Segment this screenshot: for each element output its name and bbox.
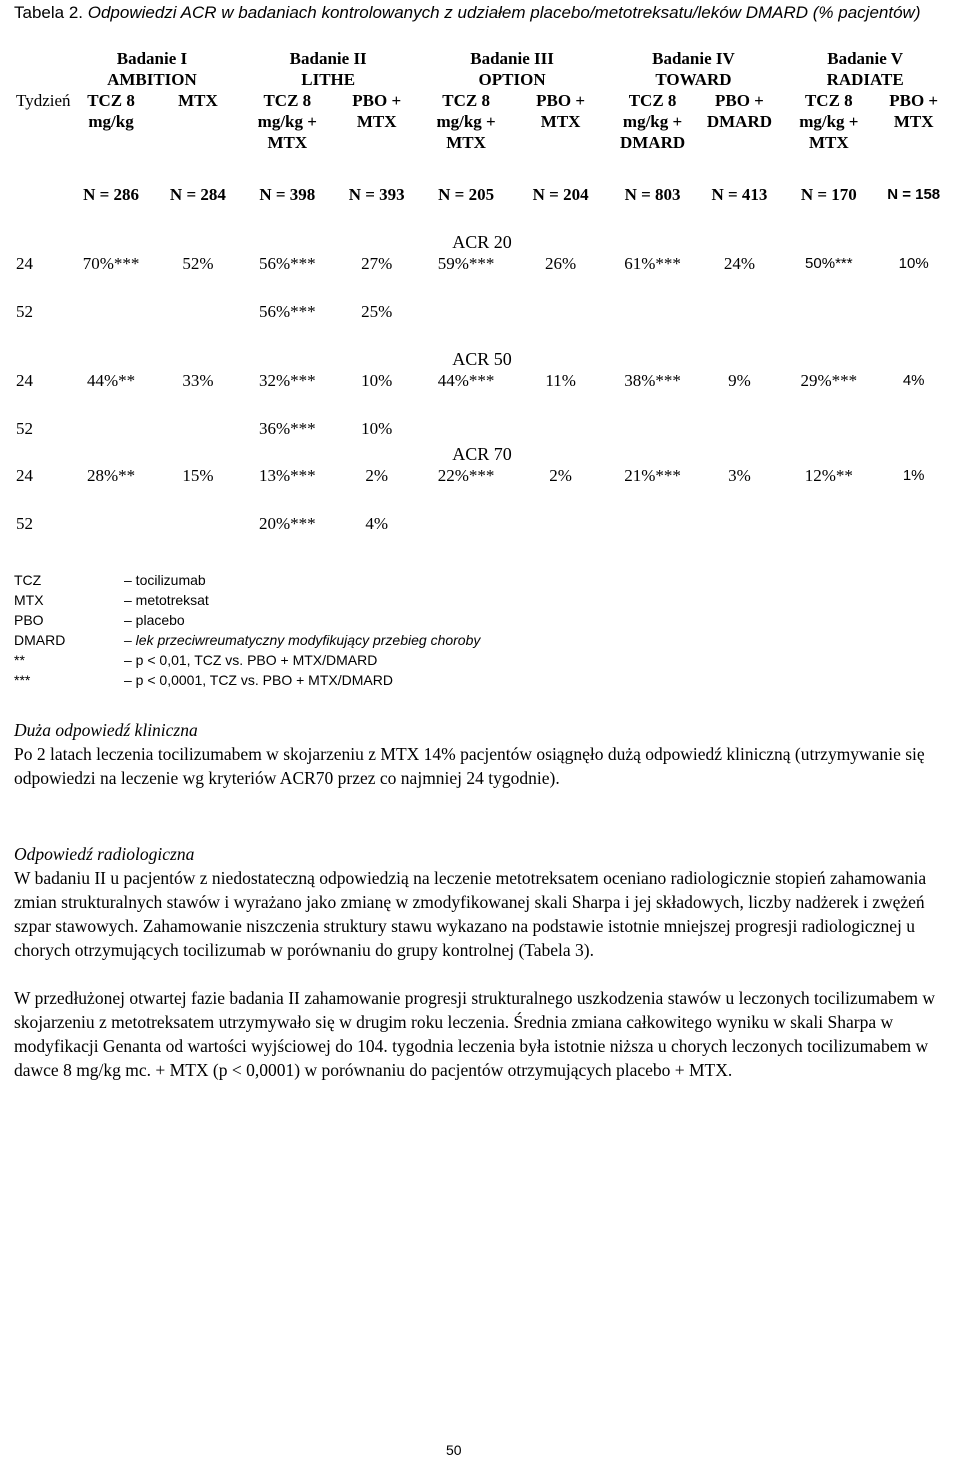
value-cell: 25% — [361, 302, 393, 321]
value-cell — [699, 301, 781, 349]
section-label: ACR 50 — [452, 349, 512, 369]
arm-header: TCZ 8 mg/kg + DMARD — [619, 91, 686, 152]
paragraph: Po 2 latach leczenia tocilizumabem w skojarzeniu z MTX 14% pacjentów osiągnęło dużą odpowiedź kliniczną (utrzymywanie się odpowiedzi na leczenie wg kryteriów ACR70 przez co najmniej 24 tygodnie). — [14, 744, 925, 788]
value-cell: 29%*** — [800, 371, 858, 390]
value-cell — [607, 418, 699, 444]
section-label-row — [14, 444, 950, 465]
radiological-response-section — [14, 842, 944, 1082]
value-cell: 2% — [365, 466, 389, 485]
value-cell: 21%*** — [624, 466, 681, 485]
value-cell — [418, 301, 515, 349]
value-cell — [780, 418, 877, 444]
value-cell: 22%*** — [437, 466, 495, 485]
value-cell — [65, 513, 157, 539]
legend-item: PBO – placebo — [14, 612, 185, 628]
value-cell: 15% — [182, 466, 214, 485]
legend-item: *** – p < 0,0001, TCZ vs. PBO + MTX/DMARD — [14, 672, 393, 688]
value-cell — [515, 301, 607, 349]
value-cell: 10% — [361, 419, 393, 438]
clinical-response-section — [14, 718, 944, 790]
value-cell — [65, 418, 157, 444]
arm-header: PBO + MTX — [536, 91, 586, 131]
value-cell: 3% — [728, 466, 751, 485]
value-cell — [418, 418, 515, 444]
n-cell: N = 170 — [800, 185, 857, 204]
study-header: Badanie IV TOWARD — [652, 49, 735, 89]
value-cell — [607, 513, 699, 539]
n-cell: N = 286 — [83, 185, 140, 204]
table-row — [14, 253, 950, 301]
week-cell: 24 — [16, 466, 33, 485]
section-label-row — [14, 232, 950, 253]
legend-item: MTX – metotreksat — [14, 592, 209, 608]
table-caption — [14, 2, 934, 24]
section-label: ACR 70 — [452, 444, 512, 464]
value-cell: 56%*** — [258, 302, 316, 321]
arm-header-row — [14, 90, 950, 184]
value-cell — [699, 513, 781, 539]
value-cell: 9% — [728, 371, 751, 390]
value-cell — [418, 513, 515, 539]
arm-header: MTX — [178, 91, 218, 110]
arm-header: TCZ 8 mg/kg — [87, 91, 135, 131]
value-cell: 2% — [549, 466, 572, 485]
value-cell: 38%*** — [624, 371, 681, 390]
value-cell: 12%** — [804, 466, 853, 485]
value-cell — [515, 418, 607, 444]
value-cell — [699, 418, 781, 444]
week-cell: 52 — [16, 302, 33, 321]
n-cell: N = 803 — [624, 185, 681, 204]
value-cell — [157, 301, 239, 349]
week-header: Tydzień — [16, 91, 71, 110]
value-cell: 32%*** — [258, 371, 316, 390]
n-row — [14, 184, 950, 232]
value-cell — [157, 418, 239, 444]
value-cell: 56%*** — [258, 254, 316, 273]
paragraph: W badaniu II u pacjentów z niedostateczną odpowiedzią na leczenie metotreksatem oceniano radiologicznie stopień zahamowania zmian strukturalnych stawów i wyrażano jako zmianę w zmodyfikowanej skali Sharpa i jej składowych, liczby nadżerek i zwężeń szpar stawowych. Zahamowanie niszczenia struktury stawu wykazano na podstawie istotnie mniejszej progresji radiologicznej u chorych otrzymujących tocilizumab w porównaniu do grupy kontrolnej (Tabela 3). — [14, 868, 927, 960]
value-cell: 50%*** — [805, 255, 853, 272]
table-label: Tabela 2. — [14, 3, 83, 22]
value-cell — [607, 301, 699, 349]
value-cell — [877, 513, 950, 539]
table-row — [14, 418, 950, 444]
table-row — [14, 465, 950, 513]
section-heading: Duża odpowiedź kliniczna — [14, 720, 198, 740]
value-cell: 33% — [182, 371, 214, 390]
section-label: ACR 20 — [452, 232, 512, 252]
n-cell: N = 393 — [348, 185, 405, 204]
value-cell: 59%*** — [437, 254, 495, 273]
study-header: Badanie II LITHE — [289, 49, 367, 89]
value-cell: 4% — [365, 514, 389, 533]
study-header: Badanie I AMBITION — [107, 49, 197, 89]
value-cell: 10% — [898, 255, 929, 272]
n-cell: N = 204 — [532, 185, 589, 204]
study-header-row — [14, 48, 950, 90]
value-cell: 20%*** — [258, 514, 316, 533]
n-cell: N = 413 — [711, 185, 768, 204]
value-cell: 13%*** — [258, 466, 316, 485]
week-cell: 24 — [16, 371, 33, 390]
value-cell: 28%** — [86, 466, 136, 485]
acr-response-table — [14, 48, 950, 539]
arm-header: TCZ 8 mg/kg + MTX — [799, 91, 859, 152]
table-row — [14, 301, 950, 349]
value-cell: 36%*** — [258, 419, 316, 438]
value-cell: 11% — [545, 371, 576, 390]
table-title: Odpowiedzi ACR w badaniach kontrolowanych z udziałem placebo/metotreksatu/leków DMARD (% pacjentów) — [87, 3, 921, 22]
legend-item: TCZ – tocilizumab — [14, 572, 206, 588]
legend-item: DMARD – lek przeciwreumatyczny modyfikujący przebieg choroby — [14, 632, 481, 648]
n-cell: N = 158 — [887, 186, 941, 203]
arm-header: PBO + MTX — [352, 91, 402, 131]
value-cell: 26% — [545, 254, 577, 273]
section-label-row — [14, 349, 950, 370]
n-cell: N = 205 — [438, 185, 495, 204]
arm-header: PBO + MTX — [889, 91, 939, 131]
value-cell — [65, 301, 157, 349]
page-number: 50 — [446, 1442, 462, 1458]
value-cell — [780, 301, 877, 349]
legend-item: ** – p < 0,01, TCZ vs. PBO + MTX/DMARD — [14, 652, 378, 668]
value-cell: 24% — [723, 254, 755, 273]
value-cell — [877, 301, 950, 349]
value-cell — [157, 513, 239, 539]
value-cell: 27% — [361, 254, 393, 273]
n-cell: N = 398 — [259, 185, 316, 204]
value-cell: 10% — [361, 371, 393, 390]
week-cell: 52 — [16, 514, 33, 533]
study-header: Badanie V RADIATE — [826, 49, 904, 89]
n-cell: N = 284 — [169, 185, 226, 204]
value-cell: 44%** — [86, 371, 136, 390]
value-cell — [877, 418, 950, 444]
arm-header: TCZ 8 mg/kg + MTX — [436, 91, 496, 152]
value-cell — [515, 513, 607, 539]
abbreviation-legend — [14, 570, 614, 690]
arm-header: TCZ 8 mg/kg + MTX — [257, 91, 317, 152]
value-cell: 61%*** — [624, 254, 681, 273]
table-row — [14, 370, 950, 418]
week-cell: 24 — [16, 254, 33, 273]
study-header: Badanie III OPTION — [470, 49, 554, 89]
section-heading: Odpowiedź radiologiczna — [14, 844, 195, 864]
value-cell — [780, 513, 877, 539]
value-cell: 52% — [182, 254, 214, 273]
week-cell: 52 — [16, 419, 33, 438]
table-row — [14, 513, 950, 539]
value-cell: 1% — [902, 467, 925, 484]
arm-header: PBO + DMARD — [706, 91, 772, 131]
value-cell: 4% — [902, 372, 925, 389]
value-cell: 70%*** — [82, 254, 140, 273]
value-cell: 44%*** — [437, 371, 495, 390]
paragraph: W przedłużonej otwartej fazie badania II zahamowanie progresji strukturalnego uszkodzenia stawów u leczonych tocilizumabem w skojarzeniu z metotreksatem utrzymywało się w drugim roku leczenia. Średnia zmiana całkowitego wyniku w skali Sharpa w modyfikacji Genanta od wartości wyjściowej do 104. tygodnia leczenia była istotnie niższa u chorych leczonych tocilizumabem w dawce 8 mg/kg mc. + MTX (p < 0,0001) w porównaniu do pacjentów otrzymujących placebo + MTX. — [14, 988, 935, 1080]
